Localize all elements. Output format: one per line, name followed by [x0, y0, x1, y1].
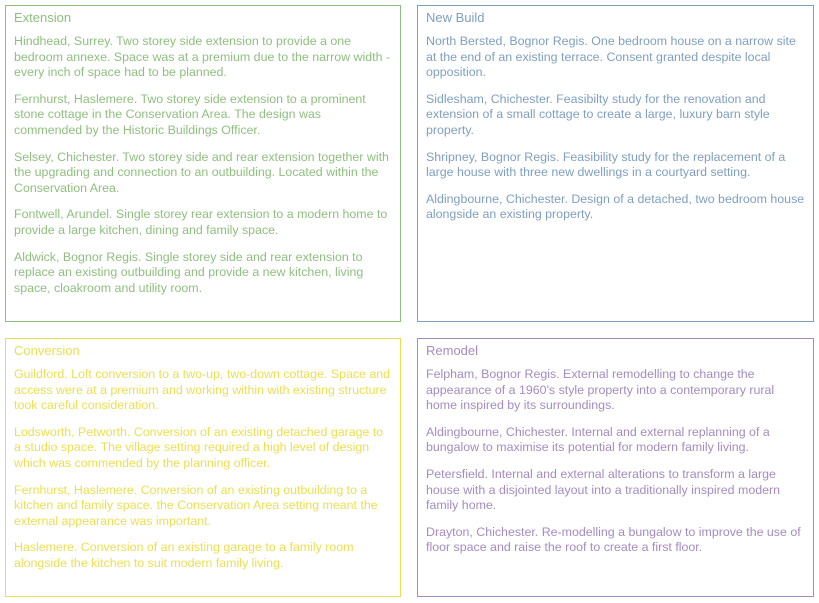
project-item: Aldingbourne, Chichester. Internal and external replanning of a bungalow to maximise its potential for modern family living.: [426, 424, 770, 455]
project-item: Aldingbourne, Chichester. Design of a detached, two bedroom house alongside an existing property.: [426, 191, 805, 222]
panel-remodel: [417, 338, 814, 597]
project-item: Drayton, Chichester. Re-modelling a bungalow to improve the use of floor space and raise the roof to create a first floor.: [426, 524, 801, 555]
project-item: Petersfield. Internal and external alterations to transform a large house with a disjointed layout into a traditionally inspired modern family home.: [426, 466, 781, 513]
project-item: Fontwell, Arundel. Single storey rear extension to a modern home to provide a large kitchen, dining and family space.: [14, 207, 388, 237]
project-item: Selsey, Chichester. Two storey side and rear extension together with the upgrading and connection to an outbuilding. Located within the Conservation Area.: [14, 149, 389, 195]
project-item: Aldwick, Bognor Regis. Single storey side and rear extension to replace an existing outbuilding and provide a new kitchen, living space, cloakroom and utility room.: [14, 249, 364, 295]
project-item: Sidlesham, Chichester. Feasibilty study for the renovation and extension of a small cottage to create a large, luxury barn style property.: [426, 91, 770, 137]
panel-title-remodel: Remodel: [426, 343, 479, 358]
project-item: Haslemere. Conversion of an existing garage to a family room alongside the kitchen to suit modern family living.: [14, 540, 354, 570]
panel-conversion: [5, 338, 401, 597]
project-item: North Bersted, Bognor Regis. One bedroom house on a narrow site at the end of an existing terrace. Consent granted despite local opposition.: [426, 34, 796, 80]
project-item: Shripney, Bognor Regis. Feasibility study for the replacement of a large house with three new dwellings in a courtyard setting.: [426, 149, 786, 180]
project-item: Hindhead, Surrey. Two storey side extension to provide a one bedroom annexe. Space was at a premium due to the narrow width - every inch of space had to be planned.: [14, 34, 391, 80]
project-item: Fernhurst, Haslemere. Two storey side extension to a prominent stone cottage in the Conservation Area. The design was commended by the Historic Buildings Officer.: [14, 91, 366, 137]
panel-title-conversion: Conversion: [14, 343, 80, 358]
panel-new-build: [417, 5, 814, 322]
project-item: Guildford. Loft conversion to a two-up, two-down cottage. Space and access were at a premium and working within with existing structure took careful consideration.: [14, 367, 391, 413]
panel-extension: [5, 5, 401, 322]
panel-title-extension: Extension: [14, 10, 72, 25]
panel-title-new-build: New Build: [426, 10, 485, 25]
project-item: Lodsworth, Petworth. Conversion of an existing detached garage to a studio space. The village setting required a high level of design which was commended by the planning officer.: [14, 424, 384, 470]
project-item: Fernhurst, Haslemere. Conversion of an existing outbuilding to a kitchen and family space. the Conservation Area setting meant the external appearance was important.: [14, 482, 378, 528]
project-item: Felpham, Bognor Regis. External remodelling to change the appearance of a 1960's style property into a contemporary rural home inspired by its surroundings.: [426, 367, 775, 413]
